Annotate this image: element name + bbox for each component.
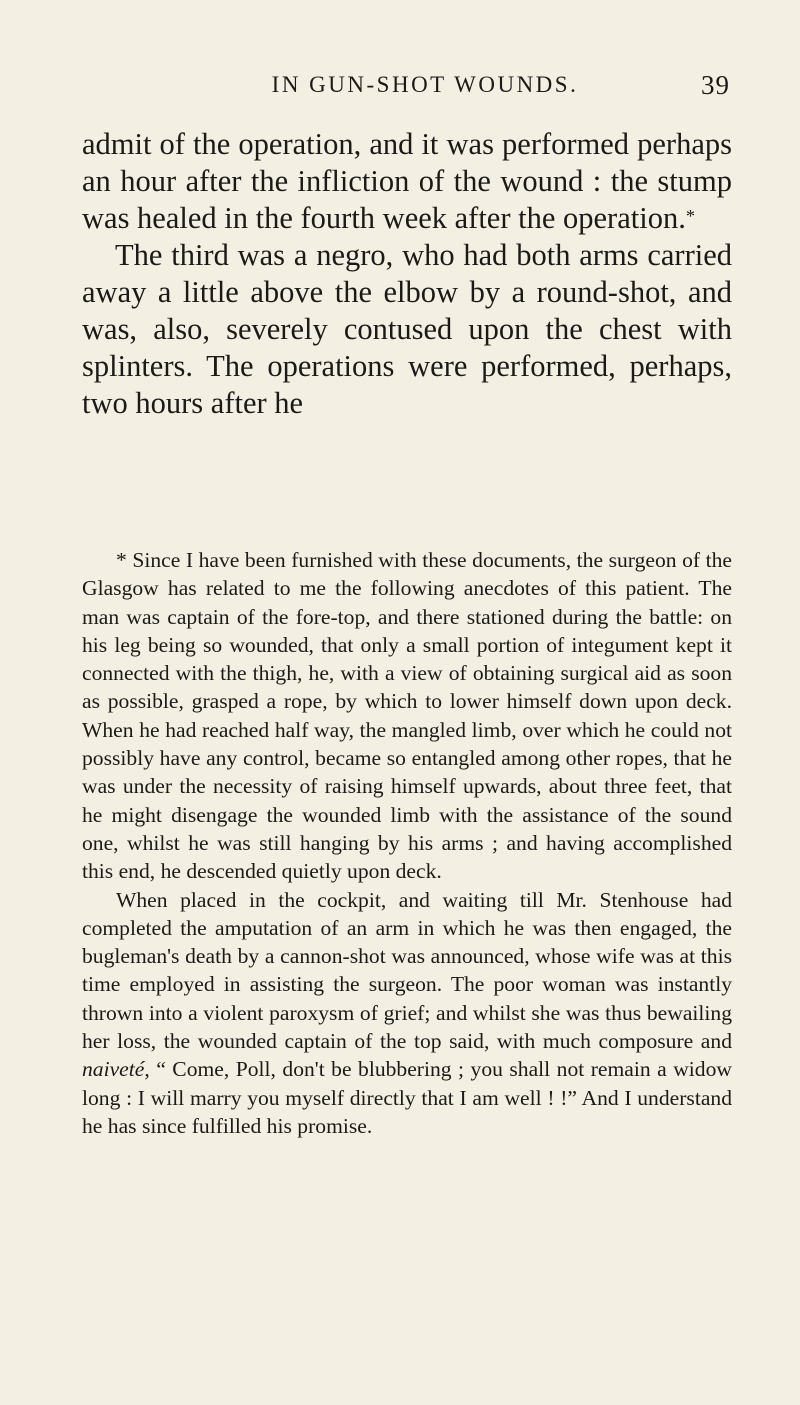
footnote-italic-word: naiveté (82, 1057, 145, 1082)
footnote-text: When placed in the cockpit, and waiting till Mr. Stenhouse had completed the amputation of an arm in which he was then engaged, the bugleman's death by a cannon-shot was announced, whose wife was at this time employed in assisting the surgeon. The poor woman was instantly thrown into a violent paroxysm of grief; and whilst she was thus bewailing her loss, the wounded captain of the top said, with much composure and (82, 887, 732, 1054)
footnote-paragraph (82, 886, 732, 1141)
running-title: IN GUN-SHOT WOUNDS. (271, 72, 579, 97)
body-paragraph (82, 126, 732, 237)
main-text (82, 126, 732, 422)
body-paragraph: The third was a negro, who had both arms carried away a little above the elbow by a round-shot, and was, also, severely contused upon the chest with splinters. The operations were performed, perhaps, two hours after he (82, 238, 732, 420)
footnote-paragraph: * Since I have been furnished with these documents, the surgeon of the Glasgow has related to me the following anecdotes of this patient. The man was captain of the fore-top, and there stationed during the battle: on his leg being so wounded, that only a small portion of integument kept it connected with the thigh, he, with a view of obtaining surgical aid as soon as possible, grasped a rope, by which to lower himself down upon deck. When he had reached half way, the mangled limb, over which he could not possibly have any control, became so entangled among other ropes, that he was under the necessity of raising himself upwards, about three feet, that he might disengage the wounded limb with the assistance of the sound one, whilst he was still hanging by his arms ; and having accomplished this end, he descended quietly upon deck. (82, 548, 732, 884)
body-paragraph-text: admit of the operation, and it was performed perhaps an hour after the infliction of the wound : the stump was healed in the fourth week after the operation. (82, 127, 732, 235)
footnote (82, 546, 732, 1140)
running-head (90, 72, 730, 112)
footnote-text: , “ Come, Poll, don't be blubbering ; you shall not remain a widow long : I will marry you myself directly that I am well ! !” And I understand he has since fulfilled his promise. (82, 1057, 732, 1138)
footnote-marker: * (685, 206, 695, 226)
page-number: 39 (701, 70, 730, 100)
